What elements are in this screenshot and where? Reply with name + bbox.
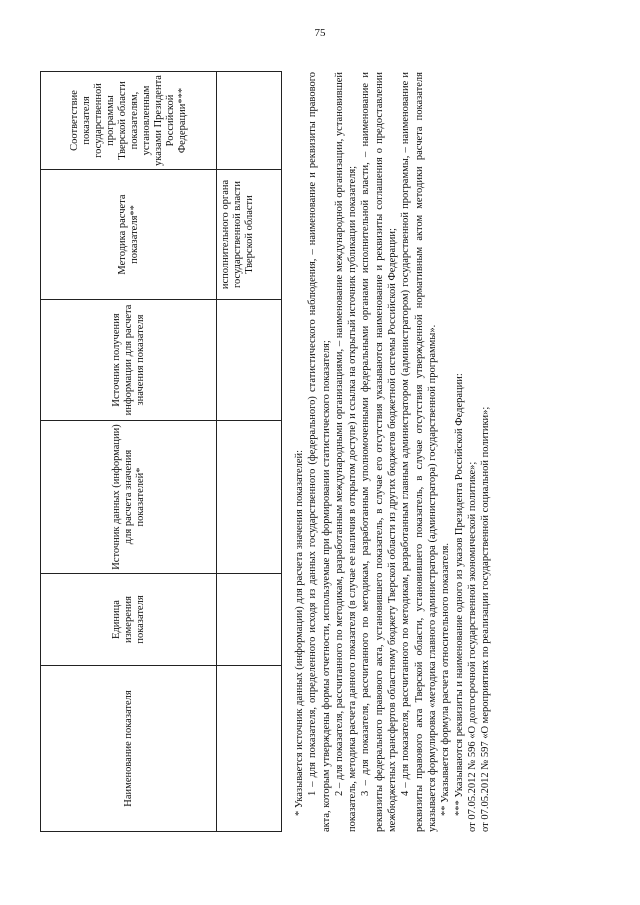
footnote-line: 2 – для показателя, рассчитанного по методикам, разработанным международными организациями, – наименование международной организации, установившей показатель, методика расчета данного показателя (в случае ее наличия в открытом доступе) и ссылка на открытый источник публикации показателя; bbox=[333, 72, 359, 832]
table-header-row bbox=[41, 72, 217, 832]
table-row bbox=[217, 72, 282, 832]
footnote-line: *** Указываются реквизиты и наименование одного из указов Президента Российской Федерации: bbox=[453, 373, 465, 816]
table-cell bbox=[217, 421, 282, 574]
table-cell bbox=[217, 666, 282, 832]
footnote-line: 4 – для показателя, рассчитанного по методикам, разработанным главным администратором (администратором) государственной программы, – наименование и реквизиты правового акта Тверской области, установившего показатель, в случае отсутствия утвержденной нормативным актом методики расчета показателя указывается формулировка «методика главного администратора (администратора) государственной программы». bbox=[400, 72, 438, 832]
table-cell: исполнительного органа государственной власти Тверской области bbox=[217, 170, 282, 300]
footnote-line: * Указывается источник данных (информации) для расчета значения показателей: bbox=[294, 449, 305, 816]
rotated-page-content bbox=[40, 72, 600, 832]
header-indicator-name: Наименование показателя bbox=[41, 666, 217, 832]
header-data-source: Источник данных (информации) для расчета значения показателей* bbox=[41, 421, 217, 574]
page-number: 75 bbox=[314, 27, 326, 39]
table-cell bbox=[217, 300, 282, 421]
header-methodology: Методика расчета показателя** bbox=[41, 170, 217, 300]
header-correspondence: Соответствие показателя государственной программы Тверской области показателям, установленным указами Президента Российской Федерации*** bbox=[41, 72, 217, 170]
indicators-table bbox=[40, 71, 282, 832]
footnote-line: 3 – для показателя, рассчитанного по методикам, разработанным уполномоченными федеральными органами исполнительной власти, – наименование и реквизиты федерального правового акта, установившего показатель, в случае его отсутствия указываются наименование и реквизиты соглашения о предоставлении межбюджетных трансфертов областному бюджету Тверской области из других бюджетов бюджетной системы Российской Федерации; bbox=[360, 72, 399, 832]
header-unit: Единица измерения показателя bbox=[41, 574, 217, 666]
header-info-source: Источник получения информации для расчета значения показателя bbox=[41, 300, 217, 421]
footnote-line: от 07.05.2012 № 597 «О мероприятиях по реализации государственной социальной политики»; bbox=[480, 406, 492, 832]
footnote-line: 1 – для показателя, определенного исходя из данных государственного (федерального) статистического наблюдения, – наименование и реквизиты правового акта, которым утверждены формы отчетности, используемые при формировании статистического показателя; bbox=[307, 72, 332, 832]
footnotes bbox=[293, 72, 492, 832]
table-cell bbox=[217, 72, 282, 170]
footnote-line: ** Указывается формула расчета относительного показателя. bbox=[440, 543, 452, 816]
table-cell bbox=[217, 574, 282, 666]
footnote-line: от 07.05.2012 № 596 «О долгосрочной государственной экономической политике»; bbox=[466, 461, 478, 832]
